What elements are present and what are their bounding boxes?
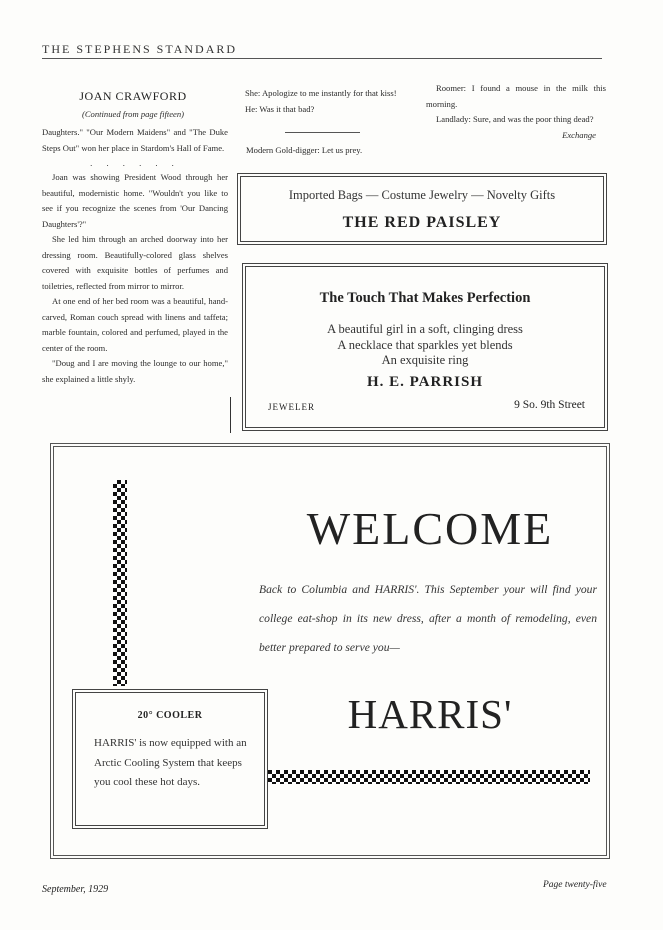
page-number: Page twenty-five: [543, 880, 607, 890]
joke-line: Roomer: I found a mouse in the milk this morning.: [426, 83, 606, 109]
red-paisley-ad: [237, 173, 607, 245]
joke-divider: [285, 132, 360, 133]
ad-store-name: THE RED PAISLEY: [342, 214, 502, 231]
checkered-border-vertical: [113, 480, 127, 686]
article-paragraph: She led him through an arched doorway into her dressing room. Beautifully-colored glass shelves covered with exquisite bottles of perfumes and toiletries, reflected from mirror to mirror.: [42, 234, 228, 291]
cooler-title: 20° COOLER: [137, 710, 203, 721]
cooler-box: [72, 689, 268, 829]
article-paragraph: Daughters." "Our Modern Maidens" and "The Duke Steps Out" won her place in Stardom's Hall of Fame.: [42, 127, 228, 153]
issue-date: September, 1929: [42, 884, 109, 895]
article-paragraph: "Doug and I are moving the lounge to our home," she explained a little shyly.: [42, 358, 228, 384]
joke-block: [426, 81, 606, 143]
ad-line: A necklace that sparkles yet blends: [337, 338, 513, 352]
ad-store-name: H. E. PARRISH: [366, 374, 484, 390]
masthead: THE STEPHENS STANDARD: [42, 42, 238, 56]
source-credit: Exchange: [562, 129, 596, 140]
cooler-body: HARRIS' is now equipped with an Arctic Cooling System that keeps you cool these hot days.: [94, 737, 247, 788]
joke-line: She: Apologize to me instantly for that kiss!: [245, 88, 397, 98]
article-body: [42, 125, 228, 387]
article-paragraph: At one end of her bed room was a beautiful, hand-carved, Roman couch spread with linens and taffeta; marble fountain, colored and perfumed, played in the center of the room.: [42, 296, 228, 353]
ad-address: 9 So. 9th Street: [514, 399, 585, 411]
ad-line: An exquisite ring: [381, 353, 469, 367]
section-dots: . . . . . .: [90, 158, 180, 168]
ad-trade: JEWELER: [268, 402, 315, 412]
joke-line: Landlady: Sure, and was the poor thing dead?: [436, 114, 594, 124]
column-end-mark: [230, 397, 235, 433]
joke-line: He: Was it that bad?: [245, 103, 315, 114]
ad-body-text: Back to Columbia and HARRIS'. This September your will find your college eat-shop in its new dress, after a month of remodeling, even better prepared to serve you—: [259, 583, 597, 654]
ad-store-name: HARRIS': [347, 691, 513, 737]
article-paragraph: Joan was showing President Wood through her beautiful, modernistic home. "Wouldn't you like to see if you recognize the scenes from 'Our Dancing Daughters'?": [42, 172, 228, 229]
ad-welcome-title: WELCOME: [306, 503, 554, 554]
ad-headline: The Touch That Makes Perfection: [319, 290, 531, 306]
joke-line: Modern Gold-digger: Let us prey.: [246, 145, 363, 155]
joke-block: [235, 86, 415, 117]
ad-tagline: Imported Bags — Costume Jewelry — Novelty Gifts: [288, 188, 556, 202]
checkered-border-horizontal: [264, 770, 590, 784]
article-title: JOAN CRAWFORD: [79, 89, 187, 103]
header-rule: [42, 58, 602, 59]
ad-line: A beautiful girl in a soft, clinging dress: [327, 322, 523, 336]
parrish-ad: [242, 263, 608, 431]
continued-note: (Continued from page fifteen): [81, 109, 185, 119]
